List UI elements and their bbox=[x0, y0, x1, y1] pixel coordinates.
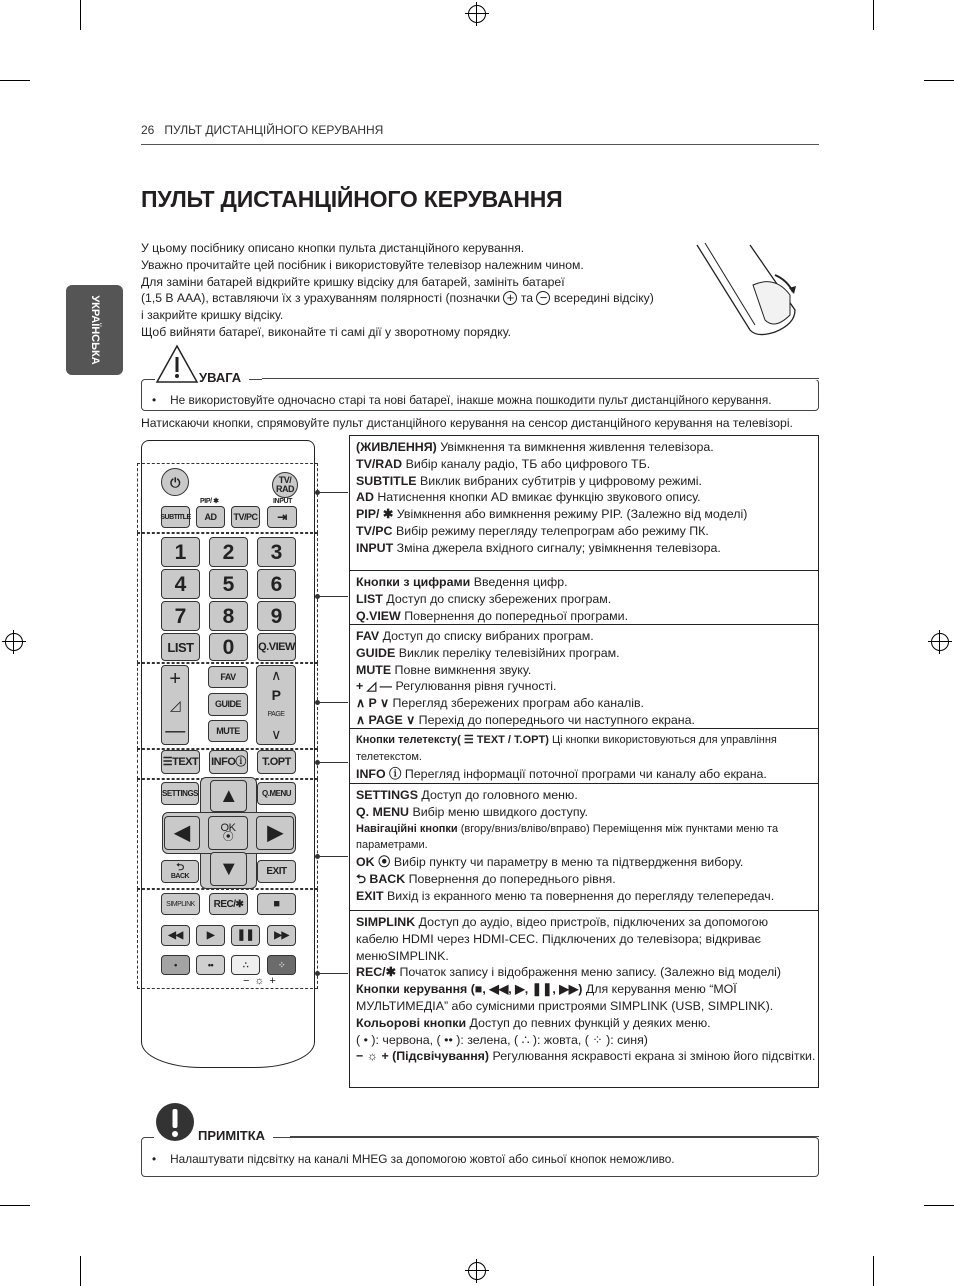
play-button[interactable] bbox=[196, 925, 225, 946]
digit-2-button[interactable]: 2 bbox=[209, 537, 248, 567]
callout-line bbox=[318, 492, 348, 493]
key-description: Доступ до певних функцій у деяких меню. bbox=[466, 1015, 711, 1030]
q-menu-button[interactable]: Q.MENU bbox=[257, 782, 296, 805]
note-item: • Налаштувати підсвітку на каналі MHEG за допомогою жовтої або синьої кнопок неможливо. bbox=[152, 1152, 675, 1166]
key-description: Введення цифр. bbox=[470, 575, 568, 589]
fast-forward-icon: ▶▶ bbox=[274, 930, 289, 941]
mute-button[interactable]: MUTE bbox=[208, 720, 248, 742]
key-description: Вихід із екранного меню та повернення до перегляду телепередач. bbox=[383, 888, 775, 903]
teletext-icon: ☰ bbox=[162, 755, 173, 768]
key-description: Вибір пункту чи параметру в меню та підтвердження вибору. bbox=[390, 855, 744, 870]
settings-button[interactable]: SETTINGS bbox=[161, 782, 199, 805]
description-entry bbox=[356, 678, 812, 695]
t-opt-button[interactable]: T.OPT bbox=[257, 750, 296, 774]
text-button[interactable] bbox=[161, 750, 200, 774]
power-icon: ⏻ bbox=[170, 474, 180, 490]
key-name: Навігаційні кнопки bbox=[356, 822, 458, 835]
description-group-volume bbox=[349, 624, 819, 729]
key-name: INPUT bbox=[356, 540, 394, 555]
backlight-label: − ☼ + bbox=[243, 975, 276, 987]
digit-3-button[interactable]: 3 bbox=[257, 537, 296, 567]
key-description: Повернення до попереднього рівня. bbox=[405, 871, 616, 886]
callout-line bbox=[318, 596, 348, 597]
key-name: ( • ): червона, ( •• ): зелена, ( ∴ ): жовта, ( ⁘ ): синя) bbox=[356, 1032, 648, 1047]
guide-button[interactable]: GUIDE bbox=[208, 693, 248, 716]
key-description: Натиснення кнопки AD вмикає функцію звукового опису. bbox=[373, 490, 701, 505]
description-group-playback bbox=[349, 910, 819, 1088]
key-description: Повне вимкнення звуку. bbox=[391, 662, 532, 677]
digit-7-button[interactable]: 7 bbox=[161, 601, 200, 631]
digit-5-button[interactable]: 5 bbox=[209, 569, 248, 599]
description-entry bbox=[356, 712, 812, 729]
intro-line: і закрийте кришку відсіку. bbox=[141, 308, 284, 323]
up-arrow-button[interactable] bbox=[210, 780, 247, 812]
key-description: Вибір каналу радіо, ТБ або цифрового ТБ. bbox=[402, 456, 651, 471]
description-entry bbox=[356, 695, 812, 712]
note-label: ПРИМІТКА bbox=[198, 1128, 273, 1143]
description-group-navigation bbox=[349, 783, 819, 911]
crop-mark bbox=[0, 1205, 30, 1206]
digit-9-button[interactable]: 9 bbox=[257, 601, 296, 631]
key-description: Доступ до головного меню. bbox=[417, 788, 578, 802]
crop-mark bbox=[873, 1256, 874, 1286]
button-label: BACK bbox=[170, 872, 190, 880]
registration-mark-icon bbox=[5, 633, 23, 651]
key-description: Перегляд збережених програм або каналів. bbox=[389, 696, 644, 711]
button-label: TEXT bbox=[172, 755, 199, 768]
description-entry bbox=[356, 787, 812, 804]
callout-line bbox=[318, 702, 348, 703]
key-name: FAV bbox=[356, 629, 380, 643]
caution-item: • Не використовуйте одночасно старі та нові батареї, інакше можна пошкодити пульт дистанційного керування. bbox=[152, 393, 772, 407]
input-label: INPUT bbox=[273, 498, 293, 505]
key-name: MUTE bbox=[356, 662, 392, 677]
tv-pc-button[interactable]: TV/PC bbox=[231, 506, 260, 528]
caution-text: Не використовуйте одночасно старі та нові батареї, інакше можна пошкодити пульт дистанційного керування. bbox=[170, 393, 772, 407]
q-view-button[interactable]: Q.VIEW bbox=[257, 633, 296, 661]
key-name: Q.VIEW bbox=[356, 608, 401, 623]
description-entry bbox=[356, 821, 812, 855]
power-button[interactable] bbox=[161, 468, 189, 496]
description-entry bbox=[356, 1032, 812, 1049]
note-text: Налаштувати підсвітку на каналі MHEG за допомогою жовтої або синьої кнопок неможливо. bbox=[170, 1152, 675, 1166]
plus-circle-icon: + bbox=[503, 291, 517, 305]
input-icon: ⇥ bbox=[277, 509, 287, 524]
description-entry bbox=[356, 439, 812, 456]
triangle-right-icon: ▶ bbox=[267, 821, 283, 844]
fast-forward-button[interactable] bbox=[267, 925, 296, 946]
minus-circle-icon: − bbox=[536, 291, 550, 305]
intro-line: Уважно прочитайте цей посібник і використовуйте телевізор належним чином. bbox=[141, 257, 584, 272]
description-entry bbox=[356, 914, 812, 964]
key-name: INFO ⓘ bbox=[356, 766, 402, 781]
key-description: Виклик вибраних субтитрів у цифровому режимі. bbox=[416, 473, 702, 488]
key-name: Q. MENU bbox=[356, 804, 410, 819]
key-name: (ЖИВЛЕННЯ) bbox=[356, 440, 437, 454]
pause-icon: ❚❚ bbox=[236, 929, 255, 941]
key-name: TV/RAD bbox=[356, 456, 403, 471]
fav-button[interactable]: FAV bbox=[208, 666, 248, 688]
volume-icon: ◿ bbox=[169, 696, 181, 713]
button-label: TV/ RAD bbox=[276, 475, 294, 494]
digit-1-button[interactable]: 1 bbox=[161, 537, 200, 567]
description-group-teletext bbox=[349, 728, 819, 784]
digit-8-button[interactable]: 8 bbox=[209, 601, 248, 631]
rewind-icon: ◀◀ bbox=[168, 930, 183, 941]
down-arrow-button[interactable] bbox=[210, 852, 247, 886]
key-description: Увімкнення та вимкнення живлення телевізора. bbox=[436, 440, 714, 454]
volume-rocker[interactable] bbox=[161, 665, 189, 745]
intro-line: У цьому посібнику описано кнопки пульта дистанційного керування. bbox=[141, 241, 525, 255]
digit-6-button[interactable]: 6 bbox=[257, 569, 296, 599]
pointing-instruction: Натискаючи кнопки, спрямовуйте пульт дистанційного керування на сенсор дистанційного керування на телевізорі. bbox=[141, 416, 793, 430]
key-description: Вибір режиму перегляду телепрограм або режиму ПК. bbox=[392, 523, 709, 538]
digit-0-button[interactable]: 0 bbox=[209, 633, 248, 661]
key-description: Доступ до списку збережених програм. bbox=[382, 591, 612, 606]
intro-line: Щоб вийняти батареї, виконайте ті самі дії у зворотному порядку. bbox=[141, 324, 511, 339]
crop-mark bbox=[873, 0, 874, 30]
key-name: SIMPLINK bbox=[356, 915, 416, 929]
page-title: ПУЛЬТ ДИСТАНЦІЙНОГО КЕРУВАННЯ bbox=[141, 186, 563, 212]
crop-mark bbox=[924, 80, 954, 81]
key-description: Початок запису і відображення меню запису. (Залежно від моделі) bbox=[396, 965, 782, 980]
description-entry bbox=[356, 540, 812, 557]
key-description: Доступ до аудіо, відео пристроїв, підключених за допомогою кабелю HDMI через HDMI-CEC. Підключених до телевізора; відкриває менюSIMPLINK. bbox=[356, 915, 768, 963]
crop-mark bbox=[80, 1256, 81, 1286]
section-name: ПУЛЬТ ДИСТАНЦІЙНОГО КЕРУВАННЯ bbox=[164, 123, 384, 137]
key-name: Кнопки керування (■, ◀◀, ▶, ❚❚, ▶▶) bbox=[356, 982, 583, 997]
description-entry bbox=[356, 608, 812, 625]
crop-mark bbox=[80, 0, 81, 30]
ok-button[interactable] bbox=[208, 816, 248, 850]
description-entry bbox=[356, 964, 812, 981]
description-entry bbox=[356, 662, 812, 679]
description-entry bbox=[356, 523, 812, 540]
key-name: − ☼ + (Підсвічування) bbox=[356, 1049, 490, 1064]
caution-label: УВАГА bbox=[199, 370, 249, 385]
ad-button[interactable]: AD bbox=[196, 506, 225, 528]
simplink-button[interactable]: SIMPLINK bbox=[161, 893, 200, 915]
description-entry bbox=[356, 574, 812, 591]
key-name: GUIDE bbox=[356, 645, 396, 660]
callout-line bbox=[318, 856, 348, 857]
description-entry bbox=[356, 854, 812, 871]
key-name: ⮌ BACK bbox=[356, 871, 406, 886]
button-label: PAGE bbox=[267, 711, 285, 719]
description-entry bbox=[356, 456, 812, 473]
key-name: Кнопки телетексту( ☰ TEXT / T.OPT) bbox=[356, 734, 549, 746]
rec-button[interactable]: REC/✱ bbox=[209, 893, 248, 915]
key-name: OK ⦿ bbox=[356, 855, 391, 870]
chevron-up-icon: ∧ bbox=[271, 667, 281, 684]
key-description: Зміна джерела вхідного сигналу; увімкнення телевізора. bbox=[393, 540, 721, 555]
minus-icon: — bbox=[165, 719, 185, 742]
description-entry bbox=[356, 732, 812, 766]
callout-line bbox=[318, 973, 348, 974]
input-button[interactable] bbox=[267, 506, 297, 528]
description-entry bbox=[356, 981, 812, 1015]
key-name: PIP/ ✱ bbox=[356, 507, 394, 522]
description-entry bbox=[356, 1048, 816, 1065]
key-description: Повернення до попередньої програми. bbox=[400, 608, 629, 623]
rewind-button[interactable] bbox=[161, 925, 190, 946]
key-name: Кнопки з цифрами bbox=[356, 575, 471, 589]
language-label: УКРАЇНСЬКА bbox=[88, 295, 101, 365]
red-button[interactable]: • bbox=[161, 955, 190, 975]
callout-line bbox=[318, 762, 348, 763]
stop-button[interactable] bbox=[257, 893, 296, 915]
description-entry bbox=[356, 489, 812, 506]
program-rocker[interactable] bbox=[256, 665, 296, 745]
key-description: Вибір меню швидкого доступу. bbox=[409, 804, 588, 819]
key-description: (вгору/вниз/вліво/вправо) Переміщення між пунктами меню та параметрами. bbox=[356, 822, 779, 852]
tv-rad-button[interactable] bbox=[272, 472, 298, 498]
description-entry bbox=[356, 473, 812, 490]
description-entry bbox=[356, 591, 812, 608]
triangle-down-icon: ▼ bbox=[218, 857, 239, 880]
subtitle-button[interactable]: SUBTITLE bbox=[161, 506, 190, 528]
pip-label: PIP/ ✱ bbox=[200, 498, 219, 505]
key-name: LIST bbox=[356, 591, 383, 606]
key-name: Кольорові кнопки bbox=[356, 1015, 467, 1030]
right-arrow-button[interactable] bbox=[256, 816, 294, 850]
key-description: Перехід до попереднього чи наступного екрана. bbox=[415, 712, 695, 727]
crop-mark bbox=[924, 1205, 954, 1206]
list-button[interactable]: LIST bbox=[161, 633, 200, 661]
info-icon: ⓘ bbox=[235, 755, 246, 768]
ok-circle-icon: ⦿ bbox=[222, 831, 234, 843]
divider bbox=[262, 378, 819, 379]
key-description: Виклик переліку телевізійних програм. bbox=[395, 645, 620, 660]
divider bbox=[290, 1136, 819, 1137]
intro-word: та bbox=[520, 291, 534, 306]
key-description: Увімкнення або вимкнення режиму PIP. (Залежно від моделі) bbox=[393, 507, 748, 522]
key-description: Для керування меню “МОЇ МУЛЬТИМЕДІА” або сумісними пристроями SIMPLINK (USB, SIMPLINK). bbox=[356, 982, 774, 1013]
note-icon bbox=[154, 1102, 198, 1144]
blue-button[interactable]: ⁘ bbox=[267, 955, 296, 975]
description-entry bbox=[356, 888, 812, 905]
key-name: + ◿ — bbox=[356, 679, 393, 694]
description-entry bbox=[356, 871, 812, 888]
yellow-button[interactable]: ∴ bbox=[231, 955, 260, 975]
intro-line: Для заміни батарей відкрийте кришку відсіку для батарей, замініть батареї bbox=[141, 274, 565, 289]
button-label: OK bbox=[220, 822, 236, 834]
chevron-down-icon: ∨ bbox=[271, 725, 281, 742]
key-description: Регулювання рівня гучності. bbox=[392, 679, 557, 694]
key-description: Перегляд інформації поточної програми чи каналу або екрана. bbox=[401, 766, 767, 781]
battery-cover-illustration bbox=[695, 240, 805, 340]
key-name: EXIT bbox=[356, 888, 384, 903]
description-group-numbers bbox=[349, 570, 819, 625]
key-name: AD bbox=[356, 490, 374, 505]
key-name: SUBTITLE bbox=[356, 473, 417, 488]
key-name: REC/✱ bbox=[356, 965, 396, 980]
description-entry bbox=[356, 628, 812, 645]
language-tab bbox=[66, 285, 123, 375]
info-button[interactable] bbox=[209, 750, 248, 774]
play-icon: ▶ bbox=[206, 930, 215, 941]
left-arrow-button[interactable] bbox=[164, 816, 200, 850]
description-entry bbox=[356, 766, 812, 783]
triangle-up-icon: ▲ bbox=[218, 784, 239, 807]
registration-mark-icon bbox=[931, 633, 949, 651]
back-button[interactable] bbox=[161, 860, 199, 883]
button-label: P bbox=[271, 686, 281, 703]
plus-icon: + bbox=[169, 667, 181, 690]
warning-icon bbox=[155, 344, 199, 384]
key-description: Ці кнопки використовуються для управління телетекстом. bbox=[356, 734, 777, 763]
intro-word: всередині відсіку) bbox=[553, 291, 654, 306]
registration-mark-icon bbox=[468, 1262, 486, 1280]
pause-button[interactable] bbox=[231, 925, 260, 946]
button-label: INFO bbox=[211, 755, 236, 768]
page-number: 26 bbox=[141, 123, 155, 137]
key-description: Регулювання яскравості екрана зі зміною його підсвітки. bbox=[489, 1049, 816, 1064]
back-arrow-icon: ⮌ bbox=[176, 861, 184, 873]
key-name: SETTINGS bbox=[356, 788, 418, 802]
triangle-left-icon: ◀ bbox=[174, 821, 190, 844]
description-entry bbox=[356, 506, 812, 523]
intro-line: (1,5 В AAA), вставляючи їх з урахуванням полярності (позначки bbox=[141, 291, 501, 306]
green-button[interactable]: •• bbox=[196, 955, 225, 975]
description-group-power bbox=[349, 435, 819, 571]
description-entry bbox=[356, 804, 812, 821]
key-name: ∧ PAGE ∨ bbox=[356, 712, 416, 727]
divider bbox=[141, 144, 819, 145]
exit-button[interactable]: EXIT bbox=[257, 860, 296, 883]
intro-text bbox=[141, 240, 654, 341]
key-name: TV/PC bbox=[356, 523, 393, 538]
registration-mark-icon bbox=[468, 5, 486, 23]
description-entry bbox=[356, 1015, 812, 1032]
digit-4-button[interactable]: 4 bbox=[161, 569, 200, 599]
key-description: Доступ до списку вибраних програм. bbox=[379, 629, 594, 643]
stop-icon: ■ bbox=[273, 897, 280, 910]
running-header bbox=[141, 123, 383, 137]
description-entry bbox=[356, 645, 812, 662]
crop-mark bbox=[0, 80, 30, 81]
key-name: ∧ P ∨ bbox=[356, 696, 390, 711]
